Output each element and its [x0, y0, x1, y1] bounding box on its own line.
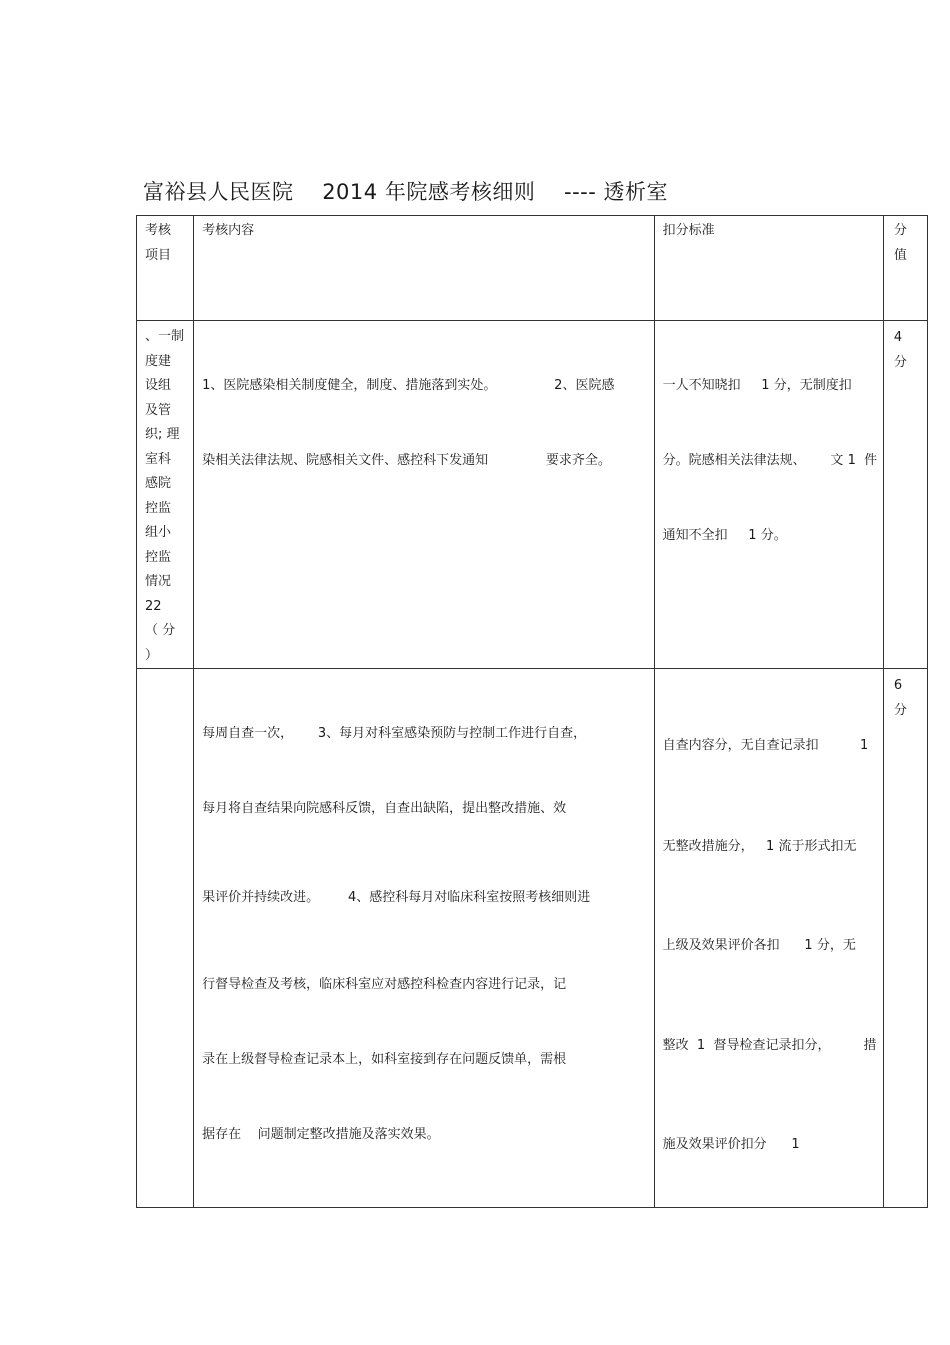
table-row: [137, 669, 928, 1208]
score-cell: [883, 321, 927, 669]
item-line: （ 分: [145, 623, 176, 638]
score-unit: 分: [893, 703, 907, 718]
deduction-line: 整改 1 督导检查记录扣分， 措: [662, 1038, 877, 1053]
item-line: 设组: [145, 378, 172, 393]
content-line: 据存在 问题制定整改措施及落实效果。: [202, 1127, 440, 1142]
header-deduction-label: 扣分标准: [662, 223, 715, 238]
content-line: 染相关法律法规、院感相关文件、感控科下发通知 要求齐全。: [202, 453, 611, 468]
deduction-line: 上级及效果评价各扣 1 分，无: [662, 938, 856, 953]
table-row: [137, 321, 928, 669]
item-line: 组小: [145, 525, 172, 540]
deduction-line: 一人不知晓扣 1 分，无制度扣: [662, 378, 852, 393]
item-line: 度建: [145, 353, 172, 369]
header-content-label: 考核内容: [202, 223, 255, 238]
header-score-line: 分: [893, 223, 907, 238]
item-line: 、一制: [145, 329, 185, 344]
score-value: 4: [893, 330, 903, 345]
header-deduction-cell: [654, 216, 883, 321]
content-line: 每周自查一次， 3、每月对科室感染预防与控制工作进行自查，: [202, 726, 587, 741]
item-cell: [137, 669, 194, 1208]
item-line: 感院: [145, 476, 172, 491]
document-title: 富裕县人民医院 2014 年院感考核细则 ---- 透析室: [143, 180, 669, 204]
item-line: 22: [145, 598, 162, 614]
content-line: 1、医院感染相关制度健全，制度、措施落到实处。 2、医院感: [202, 378, 615, 393]
deduction-line: 分。院感相关法律法规、 文 1 件: [662, 453, 878, 468]
item-line: 及管: [145, 402, 172, 418]
assessment-table: [136, 215, 928, 1208]
item-line: 控监: [145, 500, 172, 516]
content-line: 每月将自查结果向院感科反馈，自查出缺陷，提出整改措施、效: [202, 801, 567, 816]
item-line: 控监: [145, 549, 172, 565]
score-unit: 分: [893, 355, 907, 370]
item-line: ）: [145, 647, 159, 663]
header-score-line: 值: [893, 248, 907, 263]
score-value: 6: [893, 678, 903, 693]
header-item-cell: [137, 216, 194, 321]
table-header-row: [137, 216, 928, 321]
content-line: 行督导检查及考核，临床科室应对感控科检查内容进行记录，记: [202, 977, 567, 992]
header-content-cell: [194, 216, 655, 321]
content-line: 录在上级督导检查记录本上，如科室接到存在问题反馈单，需根: [202, 1052, 567, 1067]
header-item-line: 考核: [145, 223, 172, 238]
deduction-line: 通知不全扣 1 分。: [662, 528, 787, 543]
deduction-line: 自查内容分，无自查记录扣 1: [662, 738, 869, 753]
deduction-cell: [654, 321, 883, 669]
content-line: 果评价并持续改进。 4、感控科每月对临床科室按照考核细则进: [202, 890, 591, 905]
content-cell: [194, 669, 655, 1208]
deduction-cell: [654, 669, 883, 1208]
header-score-cell: [883, 216, 927, 321]
item-cell: [137, 321, 194, 669]
deduction-line: 无整改措施分， 1 流于形式扣无: [662, 839, 857, 854]
content-cell: [194, 321, 655, 669]
deduction-line: 施及效果评价扣分 1: [662, 1137, 800, 1152]
header-item-line: 项目: [145, 248, 172, 263]
item-line: 情况: [145, 574, 172, 589]
score-cell: [883, 669, 927, 1208]
item-line: 室科: [145, 451, 172, 467]
item-line: 织; 理: [145, 427, 180, 442]
